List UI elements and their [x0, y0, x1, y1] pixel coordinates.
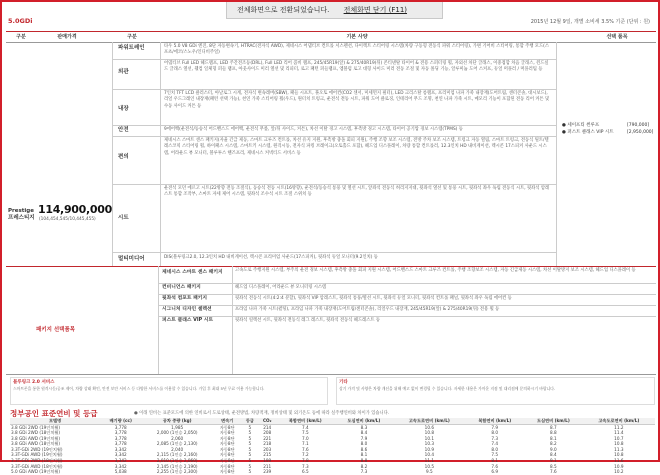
fuel-cell: 8.1	[491, 458, 499, 464]
fuel-col-header: 도심연비 (km/L)	[524, 418, 583, 424]
fuel-cell: 2,115 (1인승 2,160)	[156, 452, 198, 458]
fuel-cell: 11.4	[614, 430, 624, 436]
fuel-cell: 2,000 (1인승 2,050)	[156, 430, 198, 436]
section-multimedia: 멀티미디어	[118, 256, 145, 262]
option-price: [2,950,000]	[627, 130, 654, 135]
fuel-col-header: 고속도로연비 (km/L)	[393, 418, 465, 424]
fuel-cell: 7.6	[491, 463, 499, 469]
fuel-cell: 3,342	[114, 446, 127, 452]
package-name: 제네시스 스마트 센스 패키지	[162, 270, 223, 275]
row-divider	[112, 59, 556, 60]
fuel-cell: 5	[248, 435, 252, 441]
section-rule	[6, 266, 656, 267]
fuel-cell: 11.1	[424, 458, 434, 464]
fuel-cell: 8.6	[360, 446, 368, 452]
fuel-cell: 10.9	[424, 446, 434, 452]
col-options: 선택 품목	[606, 34, 628, 40]
fuel-cell: 3,778	[114, 424, 127, 430]
fuel-cell: 3,342	[114, 458, 127, 464]
fuel-cell: 7.9	[491, 424, 499, 430]
fuel-cell: 7.8	[301, 458, 309, 464]
price-note: 2015년 12월 9일, 개별 소비세 3.5% 기준 (단위 : 원)	[530, 19, 650, 25]
fuel-cell: 5	[248, 441, 252, 447]
header-underline	[6, 42, 656, 43]
fuel-cell: 8.4	[550, 452, 557, 458]
package-name: 퍼스트 클래스 VIP 시트	[162, 318, 214, 323]
fuel-cell: 3.8 GDi AWD (18인치휠)	[11, 441, 61, 447]
fuel-cell: 3,778	[114, 430, 127, 436]
fuel-cell: 8.2	[550, 441, 557, 447]
package-name: 뒷좌석 컴포트 패키지	[162, 296, 208, 301]
package-desc: 헤드업 디스플레이, 어라운드 뷰 모니터링 시스템	[235, 285, 327, 290]
fuel-cell: 8.5	[550, 463, 557, 469]
col-spec: 기본 사양	[346, 34, 368, 40]
fuel-cell: 7.4	[491, 441, 499, 447]
package-desc: 뒷좌석 전동식 시트(4:2:4 분할), 뒷좌석 VIP 암레스트, 뒷좌석 통풍/열선 시트, 뒷좌석 듀얼 모니터, 뒷좌석 컨트롤 패널, 뒷좌석 좌우 독립 에어컨 등	[235, 296, 512, 301]
fuel-cell: 3.3T-GDi AWD (18인치휠)	[11, 463, 63, 469]
packages-label: 패키지 선택품목	[36, 327, 76, 333]
fuel-cell: 5	[248, 446, 252, 452]
row-divider	[112, 89, 556, 90]
fuel-cell: 2,145 (1인승 2,190)	[156, 463, 198, 469]
fuel-cell: 자동8단	[219, 430, 235, 436]
fuel-cell: 214	[263, 424, 272, 430]
fuel-cell: 221	[263, 435, 272, 441]
exit-fullscreen-link[interactable]: 전체화면 닫기 (F11)	[343, 6, 408, 14]
fuel-cell: 8.1	[360, 452, 368, 458]
option-item: ● 퍼스트 클래스 VIP 시트	[562, 130, 614, 135]
fuel-cell: 7.9	[360, 435, 368, 441]
package-desc: 고속도로 주행지원 시스템, 부주의 운전 경보 시스템, 후측방 충돌 회피 지원 시스템, 어드밴스드 스마트 크루즈 컨트롤, 주행 조향보조 시스템, 자동 긴급제동 시스템, 차선 이탈방지 보조 시스템, 헤드업 디스플레이 등	[235, 268, 636, 273]
fuel-cell: 7.3	[301, 463, 309, 469]
fullscreen-notification	[226, 2, 443, 19]
fuel-cell: 8.0	[491, 430, 499, 436]
fuel-cell: 9.1	[550, 458, 557, 464]
fuel-col-header: 공차 중량 (kg)	[141, 418, 213, 424]
fuel-cell: 자동8단	[219, 424, 235, 430]
section-exterior: 외관	[118, 69, 129, 75]
fuel-cell: 5	[248, 430, 252, 436]
fuel-cell: 8.0	[491, 446, 499, 452]
trim-price-detail: (104,454,545/10,445,455)	[39, 217, 96, 222]
row-divider	[112, 252, 556, 253]
fuel-cell: 218	[263, 441, 272, 447]
fuel-col-header: 등급	[241, 418, 258, 424]
section-interior: 내장	[118, 106, 129, 112]
fuel-title: 정부공인 표준연비 및 등급	[10, 409, 98, 418]
fuel-cell: 7.5	[491, 452, 499, 458]
note-box-bluelink: 블루링크 2.0 서비스 스마트폰을 통한 원격시동/공조 제어, 차량 상태 확인, 안전 보안 서비스 등 다양한 서비스를 이용할 수 있습니다. 가입 후 최대 5년 무료 이용 가능합니다.	[10, 377, 328, 405]
section-convenience: 편의	[118, 154, 129, 160]
fuel-cell: 10.9	[614, 463, 624, 469]
fuel-cell: 9.0	[550, 446, 557, 452]
section-seat: 시트	[118, 215, 129, 221]
fuel-cell: 7.5	[301, 430, 309, 436]
section-safety: 안전	[118, 127, 129, 133]
fuel-cell: 10.5	[424, 463, 434, 469]
row-divider	[158, 294, 656, 295]
fuel-cell: 3.3T-GDi 2WD (19인치휠)	[11, 446, 63, 452]
fuel-cell: 2,040	[171, 446, 184, 452]
fuel-cell: 7.3	[491, 435, 499, 441]
fuel-cell: 239	[263, 469, 272, 475]
fuel-cell: 11.3	[614, 446, 624, 452]
fuel-cell: 10.8	[614, 441, 624, 447]
section-multimedia-text: DIS(블루링크2.0, 12.3인치 HD 내비게이션, 렉시콘 프리미엄 사운드(17스피커), 뒷좌석 듀얼 모니터(9.2인치) 등	[164, 255, 378, 260]
fuel-cell: 208	[263, 430, 272, 436]
fuel-col-header: 변속기	[213, 418, 241, 424]
fuel-cell: 215	[263, 452, 272, 458]
fuel-cell: 5	[248, 463, 252, 469]
fuel-cell: 10.3	[424, 441, 434, 447]
fuel-cell: 5	[248, 458, 252, 464]
fuel-cell: 3.3T-GDi AWD (19인치휠)	[11, 452, 63, 458]
col-divider	[556, 42, 557, 266]
trim-price: 114,900,000	[38, 203, 112, 216]
trim-name: Prestige 프레스티지	[8, 208, 35, 221]
fuel-cell: 자동8단	[219, 469, 235, 475]
col-price: 판매가격	[57, 34, 77, 40]
section-interior-text: 7인치 TFT LCD 클러스터, 아날로그 시계, 전자식 변속레버(SBW), 패들 시프트, 풀오토 에어컨(CO2 센서, 미세먼지 필터), LED 크리스탈 룸램프, 프리미엄 나파 가죽 내장재(도어트림, 센터콘솔, 대시보드), 리얼 우드그레인 내장재(패턴 선택 가능), 천연 가죽 스티어링 휠(우드), 원터치 트렁크, 운전석 전동 시트, 파워 도어 클로징, 인테리어 무드 조명, 천연 나파 가죽 시트, 메모리 기능이 포함된 전동 리어 커튼 및 수동 사이드 커튼 등	[164, 91, 550, 109]
fuel-cell: 5.0 GDi AWD (19인치휠)	[11, 469, 61, 475]
fuel-cell: 11.2	[614, 424, 624, 430]
fuel-cell: 5	[248, 424, 252, 430]
fuel-cell: 3.8 GDi 2WD (19인치휠)	[11, 424, 61, 430]
fuel-cell: 10.8	[614, 452, 624, 458]
fuel-col-header: CO₂	[258, 418, 276, 424]
fuel-cell: 자동8단	[219, 435, 235, 441]
fuel-cell: 203	[263, 446, 272, 452]
fuel-cell: 자동8단	[219, 446, 235, 452]
fuel-cell: 7.1	[301, 441, 309, 447]
section-powertrain-text: 타우 5.0 V8 GDi 엔진, 8단 자동변속기, HTRAC(전자식 AWD), 제네시스 어댑티브 컨트롤 서스펜션, 다이렉트 스티어링 시스템(차량 구동형 전동식 파워 스티어링), 가변 기어비 스티어링, 통합 주행 모드(스포츠/에코/스노우/인디비주얼)	[164, 44, 549, 56]
fuel-cell: 6.9	[491, 469, 499, 475]
section-safety-text: 9에어백(운전석/동승석 어드밴스드 에어백, 운전석 무릎, 앞/뒤 사이드, 커튼), 차선 이탈 경고 시스템, 후측방 경고 시스템, 타이어 공기압 경보 시스템(TPMS) 등	[164, 127, 463, 132]
package-desc: 뒷좌석 릴렉션 시트, 뒷좌석 전동식 레그 레스트, 뒷좌석 전동식 헤드레스트 등	[235, 318, 381, 323]
fuel-cell: 5	[248, 469, 252, 475]
fuel-cell: 7.4	[301, 424, 309, 430]
fuel-cell: 3.8 GDi AWD (19인치휠)	[11, 435, 61, 441]
option-price: [790,000]	[627, 123, 650, 128]
fuel-cell: 자동8단	[219, 452, 235, 458]
fuel-col-header: 도심연비 (km/L)	[335, 418, 394, 424]
fuel-cell: 2,010 (1인승 2,060)	[156, 458, 198, 464]
package-name: 시그니처 디자인 셀렉션	[162, 307, 212, 312]
row-divider	[158, 283, 656, 284]
fuel-cell: 10.8	[424, 430, 434, 436]
col-grade: 구분	[16, 34, 26, 40]
fuel-cell: 1,985	[171, 424, 184, 430]
fuel-cell: 8.8	[360, 458, 368, 464]
fuel-cell: 3.8 GDi 2WD (18인치휠)	[11, 430, 61, 436]
fuel-cell: 3,342	[114, 452, 127, 458]
fuel-cell: 7.6	[301, 446, 309, 452]
fuel-cell: 8.0	[360, 441, 368, 447]
fuel-cell: 8.2	[360, 463, 368, 469]
row-divider	[112, 125, 556, 126]
fuel-cell: 자동8단	[219, 463, 235, 469]
fuel-cell: 9.5	[426, 469, 433, 475]
fuel-cell: 8.4	[360, 430, 368, 436]
fuel-cell: 3.3T-GDi 2WD (18인치휠)	[11, 458, 63, 464]
fuel-cell: 2,060	[171, 435, 184, 441]
fuel-cell: 자동8단	[219, 441, 235, 447]
fuel-cell: 7.3	[360, 469, 368, 475]
col-divider	[160, 42, 161, 266]
fuel-subtitle: ● 이래 연비는 표준모드에 의한 연비로서 도로상태, 운전방법, 차량적재, 정비상태 및 외기온도 등에 따라 실주행연비와 차이가 있습니다.	[134, 411, 390, 416]
fuel-cell: 5,038	[114, 469, 127, 475]
fuel-cell: 7.0	[301, 435, 309, 441]
section-powertrain: 파워트레인	[118, 45, 145, 51]
section-convenience-text: 제네시스 스마트 센스 패키지(자율 긴급 제동, 스마트 크루즈 컨트롤, 차선 유지 지원, 후측방 충돌 회피 지원), 주행 조향 보조 시스템, 전방 주차 보조 시스템, 트렁크 자동 열림, 스마트 트렁크, 전동식 틸트/텔레스코픽 스티어링 휠, 하이패스 시스템, 스마트키 시스템, 원격시동, 전자식 파킹 브레이크(오토홀드 포함), 헤드업 디스플레이, 차량 통합 컨트롤러, 12.3인치 HD 내비게이션, 렉시콘 17스피커 사운드 시스템, 어라운드 뷰 모니터, 블루투스 핸즈프리, 제네시스 커넥티드 서비스 등	[164, 138, 549, 156]
fuel-col-header: 모델명	[10, 418, 100, 424]
fuel-col-header: 배기량 (cc)	[100, 418, 141, 424]
fuel-cell: 10.4	[424, 452, 434, 458]
fuel-cell: 5	[248, 452, 252, 458]
fuel-cell: 7.2	[301, 452, 309, 458]
row-divider	[112, 184, 556, 185]
fuel-cell: 10.1	[424, 435, 434, 441]
package-name: 컨비니언스 패키지	[162, 285, 201, 290]
model-title: 5.0GDi	[8, 17, 33, 25]
option-item: ● 세이프티 썬루프	[562, 123, 600, 128]
fuel-table	[10, 418, 655, 475]
col-category: 구분	[127, 34, 137, 40]
fuel-cell: 3,778	[114, 441, 127, 447]
fuel-cell: 211	[263, 463, 272, 469]
fuel-col-header: 복합연비 (km/L)	[276, 418, 335, 424]
row-divider	[112, 136, 556, 137]
section-exterior-text: 어댑티브 Full LED 헤드램프, LED 주간전조등(DRL), Full LED 리어 콤비 램프, 245/45R19(앞) & 275/40R19(뒤) 콘티넨탈 타이어 & 전용 스퍼터링 휠, 자외선 차단 글래스, 이중접합 차음 글래스, 윈드실드 글래스 열선, 웰컴 일체형 퍼들 램프, 아웃사이드 미러 열선 및 리피터, 로고 패턴 퍼들램프, 엠블럼 로고 대형 사이드 미러 전동 조절 및 자동 폴딩 기능, 알루미늄 도어 스커프, 듀얼 머플러 / 머플러팁 등	[164, 61, 549, 73]
fuel-col-header: 복합연비 (km/L)	[465, 418, 524, 424]
fuel-row	[10, 469, 655, 475]
fuel-cell: 8.8	[550, 430, 557, 436]
fuel-cell: 3,778	[114, 435, 127, 441]
fuel-cell: 8.1	[550, 435, 557, 441]
fuel-cell: 10.6	[424, 424, 434, 430]
fuel-cell: 7.6	[550, 469, 557, 475]
row-divider	[158, 305, 656, 306]
section-seat-text: 운전석 모던 에르고 시트(22방향 전동 조절식), 동승석 전동 시트(16방향), 운전석/동승석 통풍 및 열선 시트, 앞좌석 전동식 허리지지대, 뒷좌석 열선 및 통풍 시트, 뒷좌석 좌우 독립 전동식 시트, 뒷좌석 암레스트 통합 조작부, 스마트 자세 제어 시스템, 뒷좌석 조수석 시트 조절 스위치 등	[164, 186, 550, 198]
fuel-cell: 2,255 (1인승 2,300)	[156, 469, 198, 475]
fuel-cell: 자동8단	[219, 458, 235, 464]
fuel-cell: 3,342	[114, 463, 127, 469]
fuel-col-header: 고속도로연비 (km/L)	[583, 418, 655, 424]
fuel-cell: 11.6	[614, 458, 624, 464]
fuel-cell: 2,085 (1인승 2,130)	[156, 441, 198, 447]
section-rule	[6, 374, 656, 375]
fuel-cell: 10.2	[614, 469, 624, 475]
fuel-cell: 8.3	[360, 424, 368, 430]
row-divider	[158, 316, 656, 317]
fuel-cell: 10.7	[614, 435, 624, 441]
fullscreen-message: 전체화면으로 전환되었습니다.	[237, 6, 330, 14]
col-divider	[112, 42, 113, 266]
fuel-cell: 199	[263, 458, 272, 464]
package-desc: 프라임 나파 가죽 시트(퀼팅), 프라임 나파 가죽 내장재(도어트림/센터콘솔), 리얼우드 내장재, 245/45R19(앞) & 275/40R19(뒤) 전용 휠 등	[235, 307, 500, 312]
header-rule	[6, 31, 656, 32]
fuel-cell: 6.5	[301, 469, 309, 475]
fuel-cell: 8.7	[550, 424, 557, 430]
note-box-etc: 기타 상기 가격 및 사양은 차량 개선을 위해 예고 없이 변경될 수 있습니다. 자세한 내용은 가까운 지점 및 대리점에 문의하시기 바랍니다.	[336, 377, 655, 405]
